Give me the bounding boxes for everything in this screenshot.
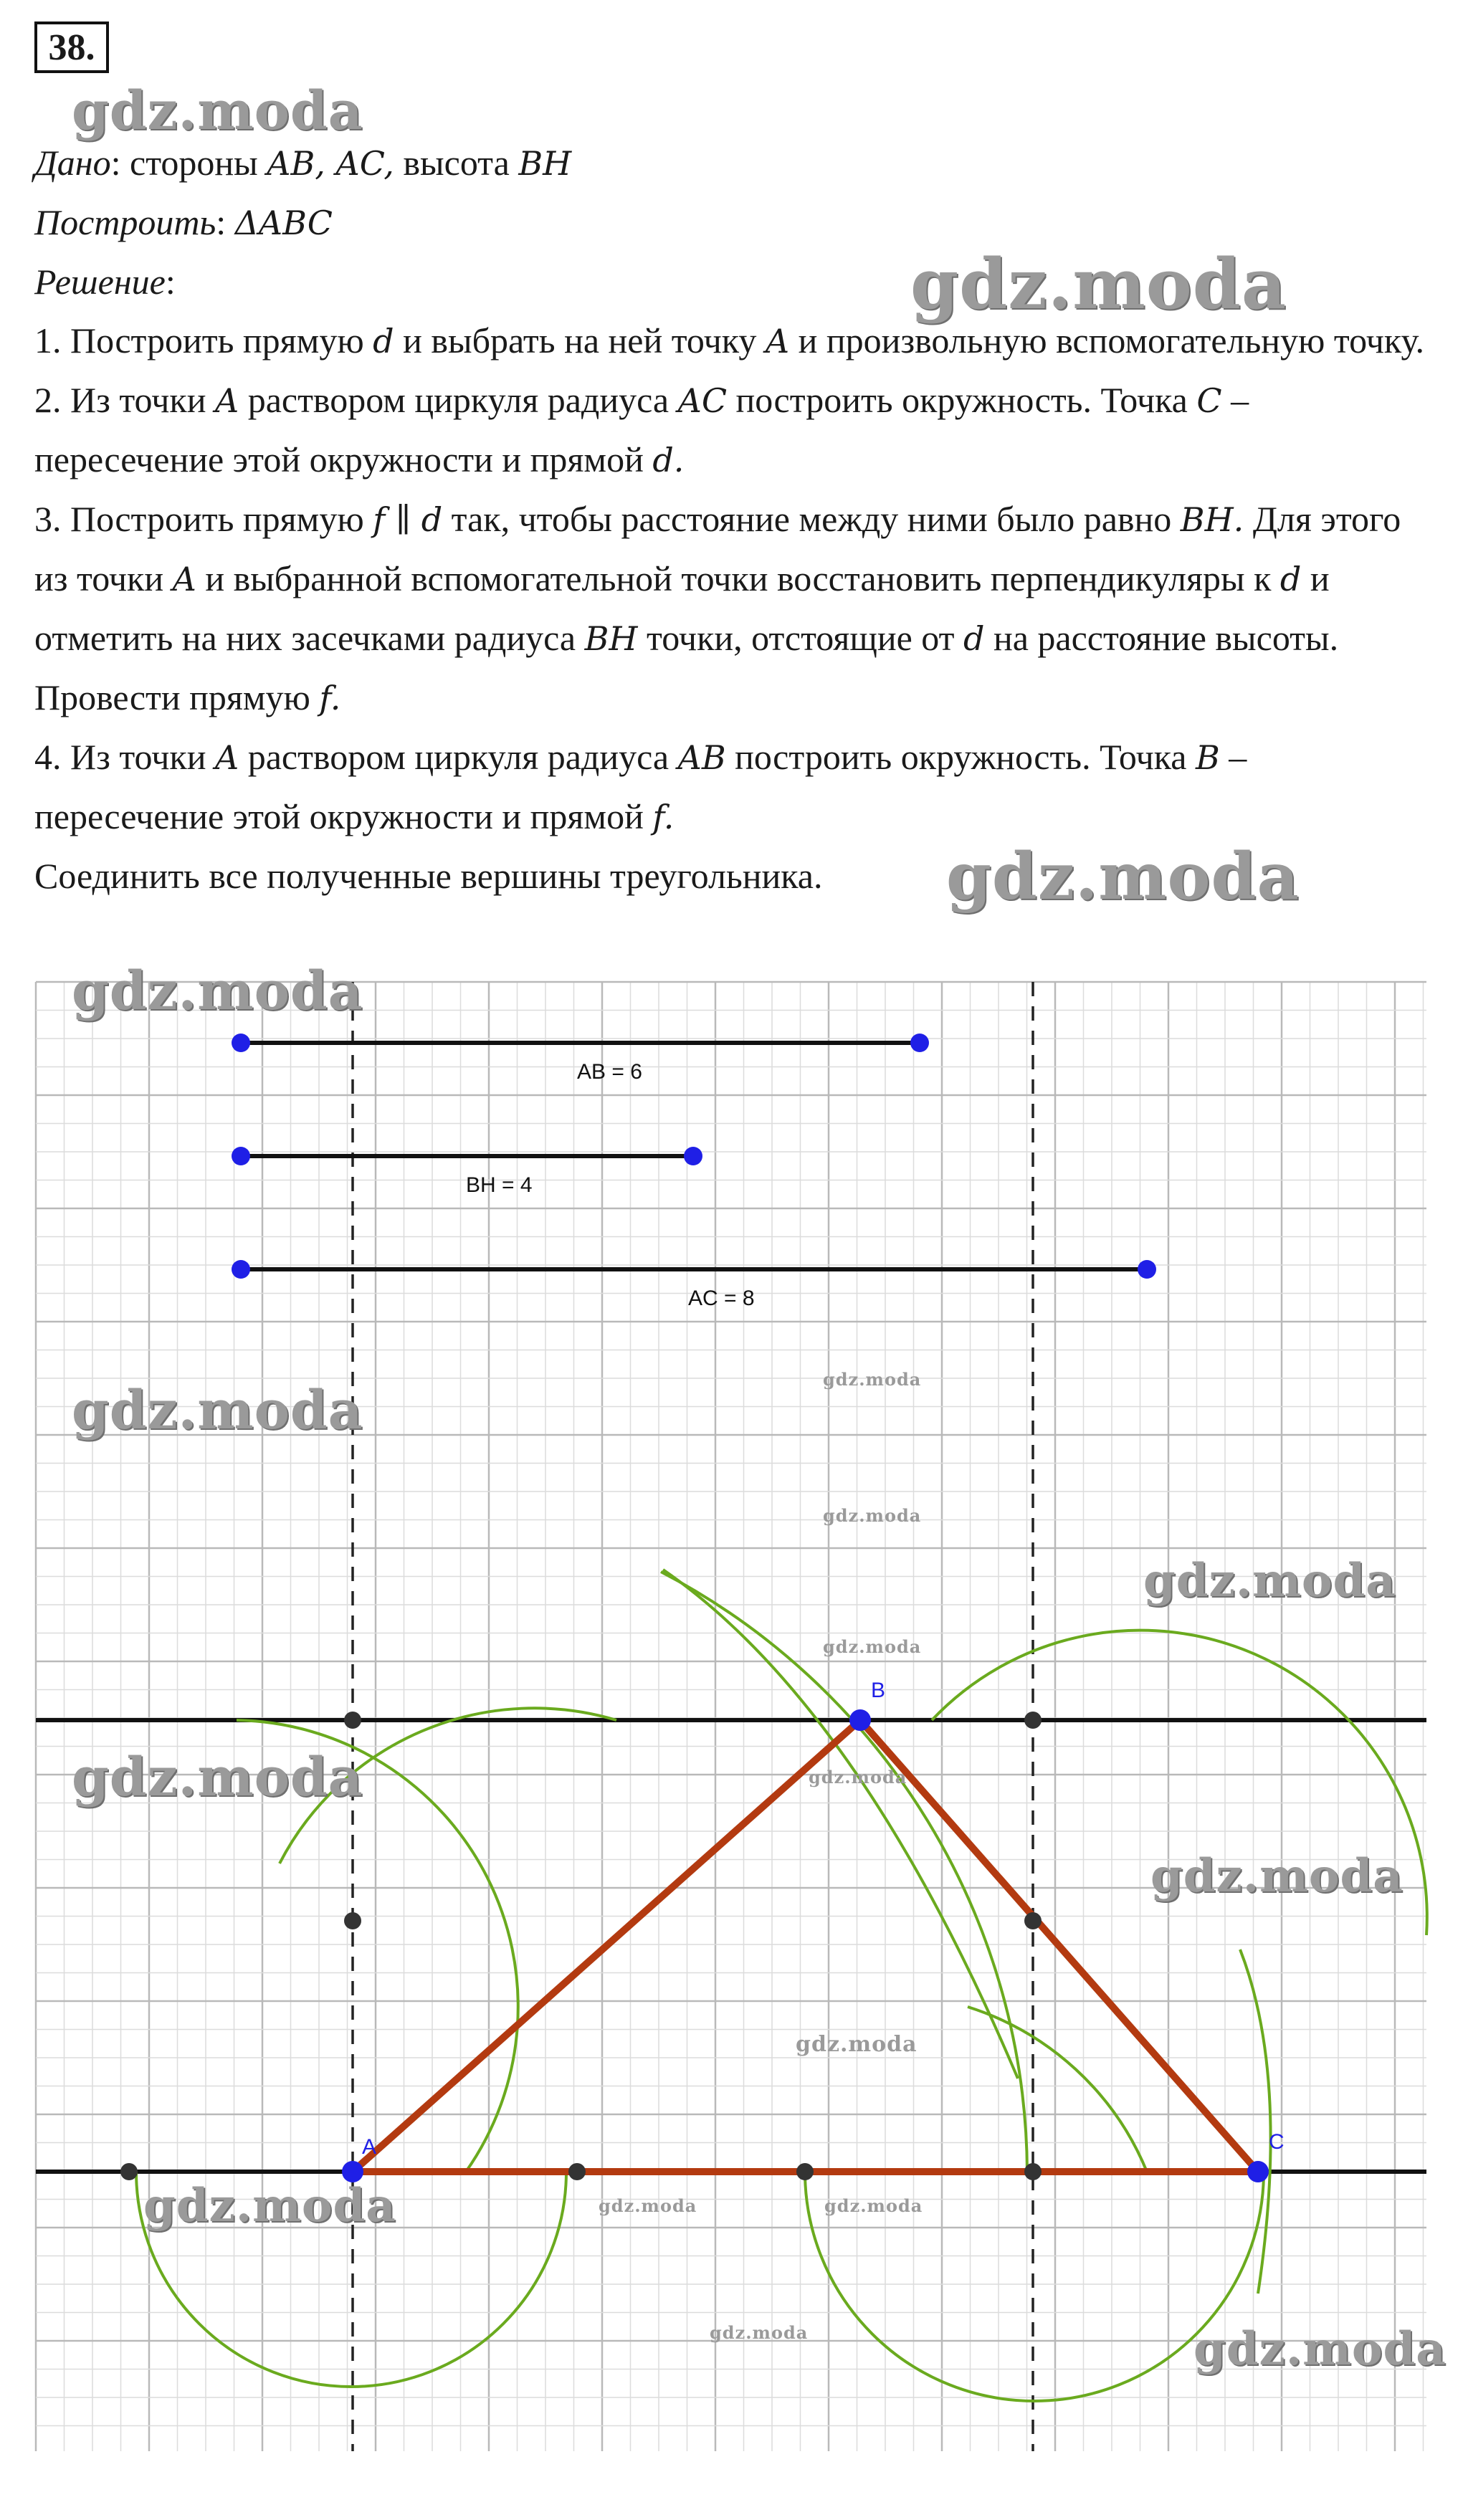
labels bbox=[362, 1060, 1285, 2159]
arcs bbox=[136, 1570, 1427, 2401]
label-AC: AC = 8 bbox=[688, 1287, 755, 1310]
solution-label: Решение: bbox=[34, 262, 176, 302]
helper-point bbox=[1024, 1712, 1042, 1729]
step-1: 1. Построить прямую d и выбрать на ней точку A и произвольную вспомогательную точку. bbox=[34, 320, 1424, 361]
segment-AC-end bbox=[1138, 1260, 1156, 1279]
segment-AC-start bbox=[232, 1260, 250, 1279]
points bbox=[120, 1034, 1269, 2182]
watermark: gdz.moda bbox=[910, 244, 1287, 325]
step-4: 4. Из точки A раствором циркуля радиуса AB построить окружность. Точка B – пересечение этой окружности и прямой f. bbox=[34, 737, 1247, 836]
helper-point bbox=[344, 1912, 361, 1929]
watermark: gdz.moda bbox=[823, 1505, 922, 1526]
construct-line: Построить: ΔABC bbox=[34, 202, 333, 242]
watermark: gdz.moda bbox=[72, 1747, 363, 1808]
label-point-A: A bbox=[362, 2135, 377, 2159]
watermark: gdz.moda bbox=[599, 2195, 697, 2216]
step-2: 2. Из точки A раствором циркуля радиуса AC построить окружность. Точка C – пересечение этой окружности и прямой d. bbox=[34, 380, 1249, 479]
segment-BH-end bbox=[684, 1147, 702, 1165]
watermark: gdz.moda bbox=[796, 2032, 918, 2057]
label-AB: AB = 6 bbox=[577, 1060, 642, 1084]
watermark: gdz.moda bbox=[1143, 1554, 1396, 1608]
watermark: gdz.moda bbox=[946, 839, 1300, 915]
label-BH: BH = 4 bbox=[466, 1173, 533, 1197]
watermark: gdz.moda bbox=[809, 1767, 907, 1788]
watermark: gdz.moda bbox=[710, 2322, 809, 2343]
step-3: 3. Построить прямую f ∥ d так, чтобы расстояние между ними было равно BH. Для этого из точки A и выбранной вспомогательной точки восстановить перпендикуляры к d и отметить на них засечками радиуса BH точки, отстоящие от d на расстояние высоты. Провести прямую f. bbox=[34, 499, 1401, 717]
helper-point bbox=[344, 1712, 361, 1729]
watermark: gdz.moda bbox=[72, 960, 363, 1022]
segment-AB-start bbox=[232, 1034, 250, 1052]
point-B bbox=[849, 1709, 871, 1731]
watermark: gdz.moda bbox=[823, 1369, 922, 1390]
segment-BH-start bbox=[232, 1147, 250, 1165]
point-C bbox=[1247, 2161, 1269, 2182]
watermark: gdz.moda bbox=[823, 1636, 922, 1657]
label-point-C: C bbox=[1269, 2130, 1285, 2154]
arc-BH-right-lower bbox=[968, 2007, 1147, 2172]
segment-AB-end bbox=[910, 1034, 929, 1052]
watermark: gdz.moda bbox=[824, 2195, 923, 2216]
watermark: gdz.moda bbox=[72, 1380, 363, 1441]
problem-number: 38. bbox=[34, 22, 109, 73]
watermark: gdz.moda bbox=[1150, 1849, 1404, 1903]
helper-point bbox=[568, 2163, 586, 2180]
helper-point bbox=[120, 2163, 138, 2180]
watermark: gdz.moda bbox=[72, 80, 363, 142]
watermark: gdz.moda bbox=[1193, 2322, 1447, 2376]
helper-point bbox=[1024, 1912, 1042, 1929]
final-step: Соединить все полученные вершины треугольника. bbox=[34, 856, 823, 896]
given-line: Дано: стороны AB, AC, высота BH bbox=[34, 143, 572, 183]
helper-point bbox=[796, 2163, 814, 2180]
perpendicular-lines bbox=[353, 982, 1033, 2451]
helper-point bbox=[1024, 2163, 1042, 2180]
watermark: gdz.moda bbox=[143, 2179, 396, 2233]
label-point-B: B bbox=[871, 1679, 886, 1702]
